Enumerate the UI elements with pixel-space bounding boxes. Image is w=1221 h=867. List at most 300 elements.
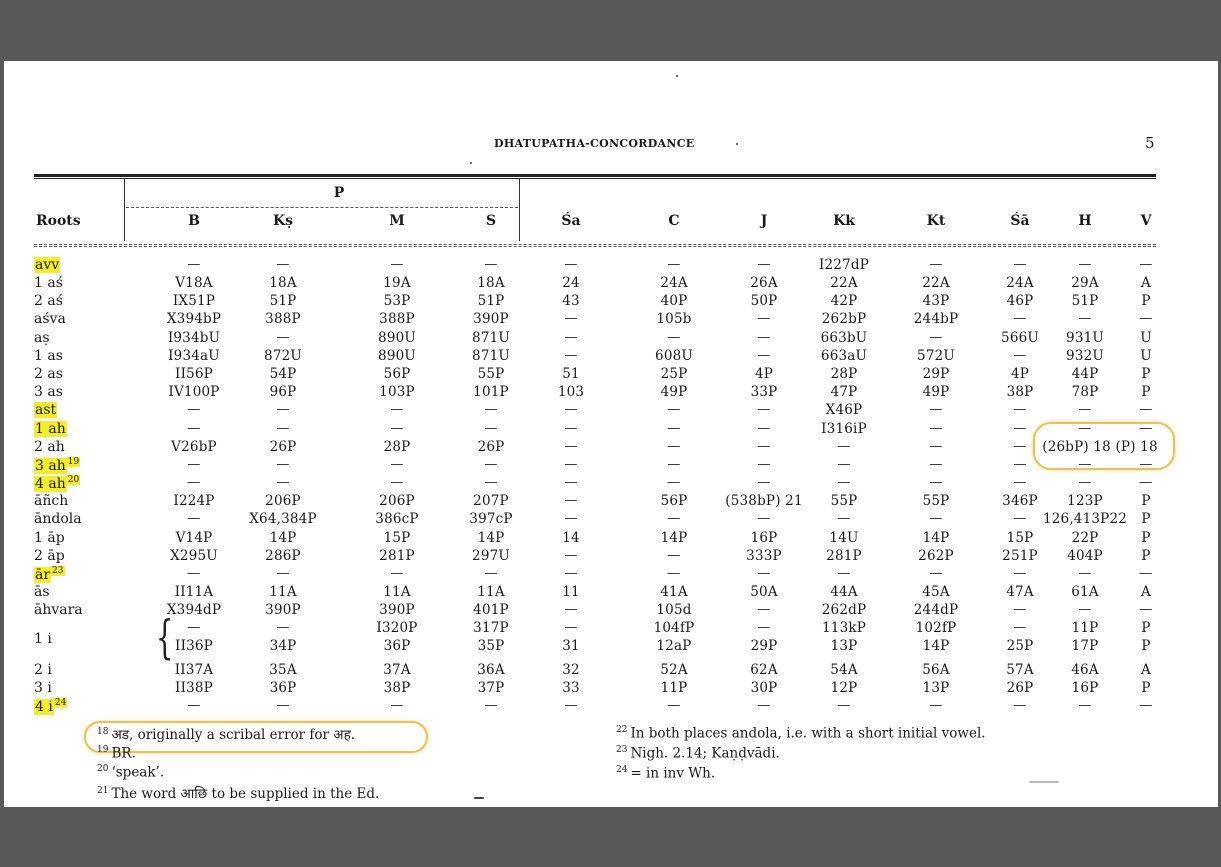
table-cell: 14 (562, 530, 580, 546)
table-cell: II37A (174, 662, 214, 678)
table-cell: 608U (655, 348, 693, 364)
footnote-text: = in inv Wh. (630, 765, 716, 782)
table-cell: 286P (265, 548, 301, 564)
table-cell: — (757, 511, 771, 526)
root-label (34, 348, 63, 364)
table-cell: — (390, 698, 404, 713)
root-label (34, 680, 52, 696)
table-cell: — (187, 620, 201, 635)
table-cell: 262bP (821, 311, 867, 327)
table-cell: — (1013, 620, 1027, 635)
table-cell: U (1140, 330, 1152, 346)
table-cell: II38P (175, 680, 213, 696)
table-cell: 54A (830, 662, 858, 678)
table-cell: 78P (1071, 384, 1099, 400)
table-cell: — (187, 257, 201, 272)
table-cell: 244bP (913, 311, 959, 327)
footnote-number: 23 (616, 745, 628, 755)
table-cell: 103 (557, 384, 585, 400)
table-cell: X394bP (166, 311, 222, 327)
table-cell: 54P (269, 366, 297, 382)
table-cell: — (757, 311, 771, 326)
table-cell: — (757, 348, 771, 363)
table-cell: — (276, 421, 290, 436)
root-label (34, 548, 65, 564)
footnote-text: अड, originally a scribal error for अह. (111, 727, 356, 743)
table-cell: — (929, 257, 943, 272)
table-cell: — (667, 511, 681, 526)
root-text: 3 as (34, 384, 63, 400)
root-label (34, 530, 65, 546)
table-cell: 29A (1071, 275, 1099, 291)
table-cell: — (564, 311, 578, 326)
table-cell: — (564, 439, 578, 454)
footnote-number: 18 (97, 726, 109, 737)
table-cell: — (564, 566, 578, 581)
table-cell: 42P (830, 293, 858, 309)
table-cell: 33P (750, 384, 778, 400)
table-cell: II56P (175, 366, 213, 382)
table-cell: 206P (265, 493, 301, 509)
root-text: ast (35, 402, 57, 418)
table-cell: P (1141, 511, 1151, 527)
table-cell: 388P (379, 311, 415, 327)
table-cell: — (757, 330, 771, 345)
root-text: 1 as (34, 348, 63, 364)
table-cell: 44P (1071, 366, 1099, 382)
root-label (34, 384, 63, 400)
group-right-rule (519, 179, 520, 241)
table-cell: 11A (383, 584, 411, 600)
table-cell: P (1141, 293, 1151, 309)
table-cell: 11A (269, 584, 297, 600)
table-cell: — (1013, 402, 1027, 417)
footnote (97, 745, 136, 762)
table-cell: 12P (830, 680, 858, 696)
table-cell: — (1078, 566, 1092, 581)
table-cell: — (1139, 311, 1153, 326)
table-cell: — (484, 257, 498, 272)
table-cell: — (276, 566, 290, 581)
table-cell: 56P (660, 493, 688, 509)
table-cell: 38P (1006, 384, 1034, 400)
table-cell: 262dP (821, 602, 867, 618)
table-cell: 51P (477, 293, 505, 309)
group-left-rule (124, 179, 125, 241)
table-cell: 390P (473, 311, 509, 327)
table-cell: — (929, 511, 943, 526)
table-cell: — (484, 566, 498, 581)
table-cell: 14U (829, 530, 859, 546)
footnote (97, 764, 164, 781)
root-text: 2 ah (34, 439, 65, 455)
table-cell: — (390, 475, 404, 490)
footnote-number: 20 (97, 764, 109, 774)
table-cell: 22A (830, 275, 858, 291)
table-cell: 30P (750, 680, 778, 696)
table-cell: 14P (922, 530, 950, 546)
table-cell: — (757, 566, 771, 581)
scan-speck (1029, 781, 1059, 783)
table-cell: 14P (922, 638, 950, 654)
column-header: B (188, 213, 200, 229)
table-cell: X46P (825, 402, 863, 418)
header-group-p: P (333, 185, 345, 201)
table-cell: 207P (473, 493, 509, 509)
root-label (34, 475, 80, 492)
table-cell: (538bP) 21 (725, 493, 803, 509)
table-cell: — (929, 698, 943, 713)
table-cell: 29P (750, 638, 778, 654)
root-footnote-ref: 19 (67, 457, 80, 467)
footnote-number: 22 (616, 725, 628, 735)
table-cell: 26A (750, 275, 778, 291)
table-cell: 11 (562, 584, 580, 600)
table-cell: — (564, 330, 578, 345)
table-cell: — (1078, 698, 1092, 713)
table-cell: 14P (477, 530, 505, 546)
table-cell: U (1140, 348, 1152, 364)
table-cell: — (929, 330, 943, 345)
table-cell: 22P (1071, 530, 1099, 546)
table-cell: 572U (917, 348, 955, 364)
table-cell: 44A (830, 584, 858, 600)
root-label (34, 257, 60, 273)
table-cell: 16P (750, 530, 778, 546)
footnote-number: 24 (616, 765, 628, 775)
table-cell: — (1078, 311, 1092, 326)
table-cell: — (667, 698, 681, 713)
table-cell: P (1141, 530, 1151, 546)
table-cell: 14P (269, 530, 297, 546)
table-cell: 31 (562, 638, 580, 654)
table-cell: 103P (379, 384, 415, 400)
table-cell: — (667, 330, 681, 345)
table-cell: — (929, 402, 943, 417)
table-cell: 49P (922, 384, 950, 400)
table-cell: 123P (1067, 493, 1103, 509)
table-cell: — (1013, 348, 1027, 363)
table-cell: 24 (562, 275, 580, 291)
table-cell: — (564, 402, 578, 417)
table-cell: — (1013, 475, 1027, 490)
table-cell: 871U (472, 330, 510, 346)
table-cell: — (484, 457, 498, 472)
page-number: 5 (1145, 134, 1155, 152)
table-cell: I934aU (168, 348, 220, 364)
table-cell: — (837, 511, 851, 526)
footnote-text: In both places andola, i.e. with a short initial vowel. (630, 725, 986, 742)
footnote-text: Nigh. 2.14; Kaṇḍvādi. (630, 745, 780, 762)
root-label (34, 566, 65, 583)
table-cell: — (757, 457, 771, 472)
annotation-oval-h-column (1033, 422, 1175, 470)
table-cell: 281P (379, 548, 415, 564)
footnote (616, 725, 986, 742)
table-cell: — (1139, 475, 1153, 490)
table-cell: 404P (1067, 548, 1103, 564)
table-cell: II36P (175, 638, 213, 654)
footnote (97, 784, 379, 802)
table-cell: 35A (269, 662, 297, 678)
table-cell: 52A (660, 662, 688, 678)
table-cell: — (757, 402, 771, 417)
table-cell: — (276, 698, 290, 713)
root-footnote-ref: 23 (52, 566, 64, 576)
root-text: aśva (34, 311, 66, 327)
table-cell: — (1139, 402, 1153, 417)
table-cell: 281P (826, 548, 862, 564)
root-label (34, 457, 80, 474)
table-cell: 102fP (915, 620, 957, 636)
table-cell: P (1141, 493, 1151, 509)
table-cell: — (276, 620, 290, 635)
table-cell: 872U (264, 348, 302, 364)
root-text: 1 i (34, 631, 52, 647)
table-cell: — (564, 457, 578, 472)
footnote-number: 19 (97, 745, 109, 755)
table-cell: — (564, 421, 578, 436)
table-cell: — (1139, 566, 1153, 581)
table-cell: — (837, 566, 851, 581)
table-cell: — (929, 439, 943, 454)
table-cell: — (929, 421, 943, 436)
root-label (34, 402, 57, 418)
table-cell: 14P (660, 530, 688, 546)
running-head: DHATUPATHA-CONCORDANCE (494, 137, 695, 150)
root-text: āñch (34, 493, 69, 509)
table-cell: 12aP (656, 638, 692, 654)
table-cell: 386cP (375, 511, 419, 527)
table-cell: 36P (383, 638, 411, 654)
table-cell: — (564, 602, 578, 617)
table-cell: 24A (1006, 275, 1034, 291)
table-cell: 126,413P22 (1042, 511, 1128, 527)
table-cell: A (1141, 584, 1151, 600)
table-cell: — (187, 457, 201, 472)
table-cell: 13P (922, 680, 950, 696)
table-cell: P (1141, 548, 1151, 564)
table-cell: 397cP (469, 511, 513, 527)
root-label (34, 330, 50, 346)
table-cell: 25P (660, 366, 688, 382)
table-cell: — (1013, 421, 1027, 436)
root-label (34, 311, 66, 327)
table-cell: — (1013, 439, 1027, 454)
table-cell: — (757, 698, 771, 713)
table-cell: — (667, 457, 681, 472)
table-cell: 15P (383, 530, 411, 546)
table-cell: — (757, 439, 771, 454)
root-label (34, 439, 65, 455)
table-cell: — (564, 548, 578, 563)
table-cell: — (929, 566, 943, 581)
table-cell: — (187, 402, 201, 417)
table-cell: 11A (477, 584, 505, 600)
table-cell: V14P (175, 530, 213, 546)
table-cell: 55P (830, 493, 858, 509)
table-cell: — (929, 475, 943, 490)
table-cell: 18A (477, 275, 505, 291)
table-cell: I224P (173, 493, 215, 509)
root-footnote-ref: 20 (67, 475, 80, 485)
table-cell: — (390, 257, 404, 272)
table-cell: 33 (562, 680, 580, 696)
table-cell: — (1013, 698, 1027, 713)
table-top-rule-thin (34, 178, 1156, 179)
root-text: 2 i (34, 662, 52, 678)
table-cell: 26P (477, 439, 505, 455)
table-cell: 36A (477, 662, 505, 678)
column-header: S (485, 213, 497, 229)
table-cell: — (276, 475, 290, 490)
table-cell: 62A (750, 662, 778, 678)
table-cell: 101P (473, 384, 509, 400)
column-header: J (760, 213, 768, 229)
column-header: H (1078, 213, 1092, 229)
column-header: Kk (833, 213, 855, 229)
table-cell: — (929, 457, 943, 472)
root-label (34, 293, 63, 309)
table-cell: — (1013, 511, 1027, 526)
table-cell: — (484, 475, 498, 490)
root-text: ās (34, 584, 50, 600)
root-label (34, 275, 63, 291)
table-cell: — (757, 257, 771, 272)
table-cell: 49P (660, 384, 688, 400)
table-cell: 96P (269, 384, 297, 400)
table-cell: — (276, 257, 290, 272)
table-cell: — (1139, 698, 1153, 713)
root-text: ār (35, 566, 51, 583)
table-cell: X64,384P (249, 511, 317, 527)
table-cell: 26P (269, 439, 297, 455)
table-cell: 37P (477, 680, 505, 696)
table-cell: — (1078, 257, 1092, 272)
table-cell: 17P (1071, 638, 1099, 654)
root-label (34, 602, 83, 618)
table-cell: 35P (477, 638, 505, 654)
table-cell: 113kP (821, 620, 867, 636)
table-cell: 47P (830, 384, 858, 400)
table-cell: — (390, 457, 404, 472)
table-cell: 105b (656, 311, 692, 327)
table-cell: 61A (1071, 584, 1099, 600)
table-cell: 41A (660, 584, 688, 600)
root-text: avv (35, 257, 60, 273)
table-cell: 890U (378, 348, 416, 364)
table-cell: P (1141, 638, 1151, 654)
root-text: 1 āp (34, 530, 65, 546)
root-label (34, 631, 52, 647)
table-cell: 390P (265, 602, 301, 618)
column-header: C (668, 213, 680, 229)
table-cell: — (837, 457, 851, 472)
table-cell: — (667, 439, 681, 454)
table-cell: X394dP (166, 602, 222, 618)
column-header: M (389, 213, 405, 229)
table-cell: — (667, 421, 681, 436)
row-brace: { (155, 610, 174, 664)
table-cell: A (1141, 662, 1151, 678)
table-cell: 47A (1006, 584, 1034, 600)
table-cell: 29P (922, 366, 950, 382)
footnote-number: 21 (97, 785, 109, 796)
column-header: Kṣ (272, 213, 294, 229)
column-header: V (1140, 213, 1152, 229)
scan-speck (474, 797, 484, 799)
table-cell: — (1139, 257, 1153, 272)
root-text: 1 ah (35, 421, 66, 437)
table-cell: — (757, 602, 771, 617)
table-cell: V26bP (171, 439, 217, 455)
scan-speck (470, 162, 472, 164)
table-cell: I320P (376, 620, 418, 636)
table-cell: — (276, 402, 290, 417)
table-cell: 388P (265, 311, 301, 327)
table-cell: 25P (1006, 638, 1034, 654)
table-cell: — (1013, 257, 1027, 272)
root-text: 4 ah (35, 475, 66, 492)
table-cell: 390P (379, 602, 415, 618)
root-label (34, 698, 67, 715)
table-cell: 663aU (820, 348, 868, 364)
table-cell: II11A (174, 584, 214, 600)
root-label (34, 584, 50, 600)
root-text: 4 i (35, 698, 53, 715)
table-cell: IX51P (172, 293, 216, 309)
table-cell: — (757, 421, 771, 436)
table-cell: 32 (562, 662, 580, 678)
table-cell: — (1078, 402, 1092, 417)
footnote (616, 745, 780, 762)
table-cell: — (390, 402, 404, 417)
scan-speck (676, 75, 678, 77)
table-cell: — (187, 421, 201, 436)
table-cell: 104fP (653, 620, 695, 636)
footnote (616, 765, 715, 782)
table-cell: 18A (269, 275, 297, 291)
table-cell: 53P (383, 293, 411, 309)
table-cell: 4P (754, 366, 774, 382)
table-cell: 297U (472, 548, 510, 564)
table-cell: 46P (1006, 293, 1034, 309)
table-cell: — (1078, 475, 1092, 490)
table-cell: — (484, 698, 498, 713)
table-cell: 931U (1066, 330, 1104, 346)
table-cell: — (1078, 457, 1092, 472)
table-cell: 57A (1006, 662, 1034, 678)
table-cell: — (1013, 566, 1027, 581)
table-cell: I934bU (167, 330, 221, 346)
root-text: 2 āp (34, 548, 65, 564)
table-cell: — (667, 475, 681, 490)
table-cell: 46A (1071, 662, 1099, 678)
table-cell: 37A (383, 662, 411, 678)
table-cell: — (187, 511, 201, 526)
footnote-text: BR. (111, 745, 136, 762)
table-cell: — (276, 330, 290, 345)
root-text: 1 aś (34, 275, 63, 291)
table-cell: 566U (1001, 330, 1039, 346)
root-text: 3 ah (35, 457, 66, 474)
footnote-text: The word आछि to be supplied in the Ed. (111, 786, 380, 802)
table-cell: 4P (1010, 366, 1030, 382)
header-bottom-rule-2 (34, 246, 1156, 247)
table-cell: 262P (918, 548, 954, 564)
table-cell: 663bU (820, 330, 868, 346)
table-cell: 36P (269, 680, 297, 696)
